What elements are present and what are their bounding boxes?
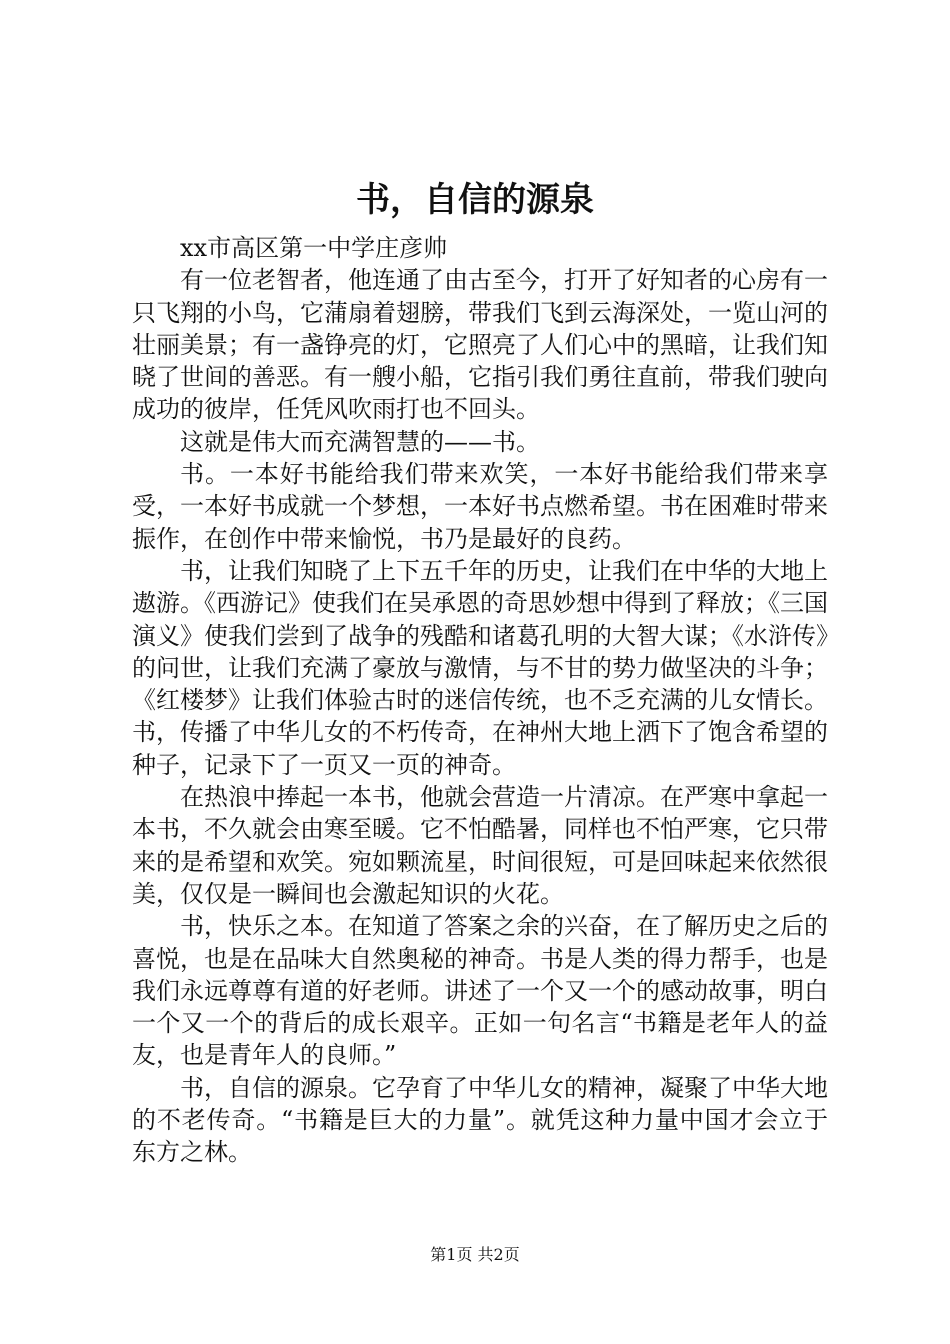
paragraph-3: 书。一本好书能给我们带来欢笑，一本好书能给我们带来享受，一本好书成就一个梦想，一本好书点燃希望。书在困难时带来振作，在创作中带来愉悦，书乃是最好的良药。 <box>132 460 828 553</box>
document-body <box>132 232 828 1169</box>
paragraph-2: 这就是伟大而充满智慧的——书。 <box>180 427 540 456</box>
page-footer: 第1页 共2页 <box>430 1245 520 1264</box>
paragraph-7: 书，自信的源泉。它孕育了中华儿女的精神，凝聚了中华大地的不老传奇。“书籍是巨大的力量”。就凭这种力量中国才会立于东方之林。 <box>132 1073 828 1167</box>
paragraph-5: 在热浪中捧起一本书，他就会营造一片清凉。在严寒中拿起一本书，不久就会由寒至暖。它不怕酷暑，同样也不怕严寒，它只带来的是希望和欢笑。宛如颗流星，时间很短，可是回味起来依然很美，仅仅是一瞬间也会激起知识的火花。 <box>132 783 828 908</box>
paragraph-4: 书，让我们知晓了上下五千年的历史，让我们在中华的大地上遨游。《西游记》使我们在吴承恩的奇思妙想中得到了释放；《三国演义》使我们尝到了战争的残酷和诸葛孔明的大智大谋；《水浒传》的问世，让我们充满了豪放与激情，与不甘的势力做坚决的斗争；《红楼梦》让我们体验古时的迷信传统，也不乏充满的儿女情长。书，传播了中华儿女的不朽传奇，在神州大地上洒下了饱含希望的种子，记录下了一页又一页的神奇。 <box>132 556 828 779</box>
author-line: xx市高区第一中学庄彦帅 <box>180 234 448 262</box>
paragraph-1: 有一位老智者，他连通了由古至今，打开了好知者的心房有一只飞翔的小鸟，它蒲扇着翅膀，带我们飞到云海深处，一览山河的壮丽美景；有一盏铮亮的灯，它照亮了人们心中的黑暗，让我们知晓了世间的善恶。有一艘小船，它指引我们勇往直前，带我们驶向成功的彼岸，任凭风吹雨打也不回头。 <box>132 266 828 424</box>
paragraph-6: 书，快乐之本。在知道了答案之余的兴奋，在了解历史之后的喜悦，也是在品味大自然奥秘的神奇。书是人类的得力帮手，也是我们永远尊尊有道的好老师。讲述了一个又一个的感动故事，明白一个又一个的背后的成长艰辛。正如一句名言“书籍是老年人的益友，也是青年人的良师。” <box>132 912 828 1070</box>
document-title: 书，自信的源泉 <box>356 180 594 220</box>
